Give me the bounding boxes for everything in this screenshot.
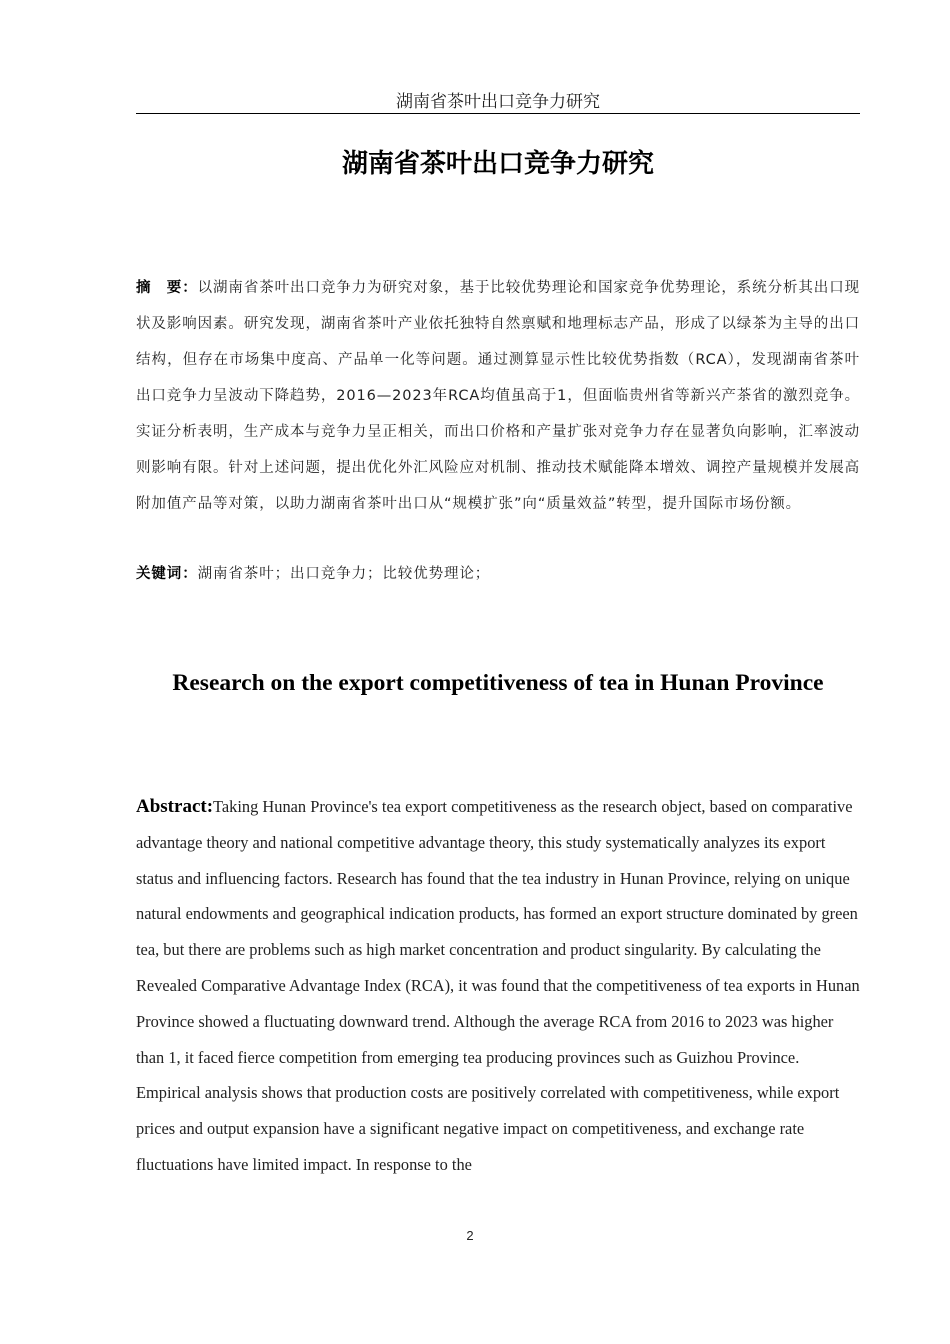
english-abstract-label: Abstract:: [136, 796, 214, 817]
chinese-keywords-label: 关键词：: [136, 566, 198, 582]
chinese-abstract: [136, 270, 860, 522]
chinese-abstract-text: 以湖南省茶叶出口竞争力为研究对象，基于比较优势理论和国家竞争优势理论，系统分析其出口现状及影响因素。研究发现，湖南省茶叶产业依托独特自然禀赋和地理标志产品，形成了以绿茶为主导的出口结构，但存在市场集中度高、产品单一化等问题。通过测算显示性比较优势指数（RCA），发现湖南省茶叶出口竞争力呈波动下降趋势，2016—2023年RCA均值虽高于1，但面临贵州省等新兴产茶省的激烈竞争。实证分析表明，生产成本与竞争力呈正相关，而出口价格和产量扩张对竞争力存在显著负向影响，汇率波动则影响有限。针对上述问题，提出优化外汇风险应对机制、推动技术赋能降本增效、调控产量规模并发展高附加值产品等对策，以助力湖南省茶叶出口从“规模扩张”向“质量效益”转型，提升国际市场份额。: [136, 280, 860, 512]
chinese-keywords: [136, 558, 860, 590]
page-number: 2: [466, 1228, 474, 1243]
chinese-abstract-label: 摘 要：: [136, 280, 198, 296]
chinese-title: 湖南省茶叶出口竞争力研究: [341, 149, 654, 179]
english-abstract: [136, 789, 860, 1183]
english-abstract-text: Taking Hunan Province's tea export competitiveness as the research object, based on comparative advantage theory and national competitive advantage theory, this study systematically analyzes its export status and influencing factors. Research has found that the tea industry in Hunan Province, relying on unique natural endowments and geographical indication products, has formed an export structure dominated by green tea, but there are problems such as high market concentration and product singularity. By calculating the Revealed Comparative Advantage Index (RCA), it was found that the competitiveness of tea exports in Hunan Province showed a fluctuating downward trend. Although the average RCA from 2016 to 2023 was higher than 1, it faced fierce competition from emerging tea producing provinces such as Guizhou Province. Empirical analysis shows that production costs are positively correlated with competitiveness, while export prices and output expansion have a significant negative impact on competitiveness, and exchange rate fluctuations have limited impact. In response to the: [136, 797, 860, 1174]
chinese-keywords-text: 湖南省茶叶；出口竞争力；比较优势理论；: [197, 566, 491, 582]
running-header: 湖南省茶叶出口竞争力研究: [136, 92, 860, 114]
english-title: Research on the export competitiveness of tea in Hunan Province: [172, 670, 824, 696]
